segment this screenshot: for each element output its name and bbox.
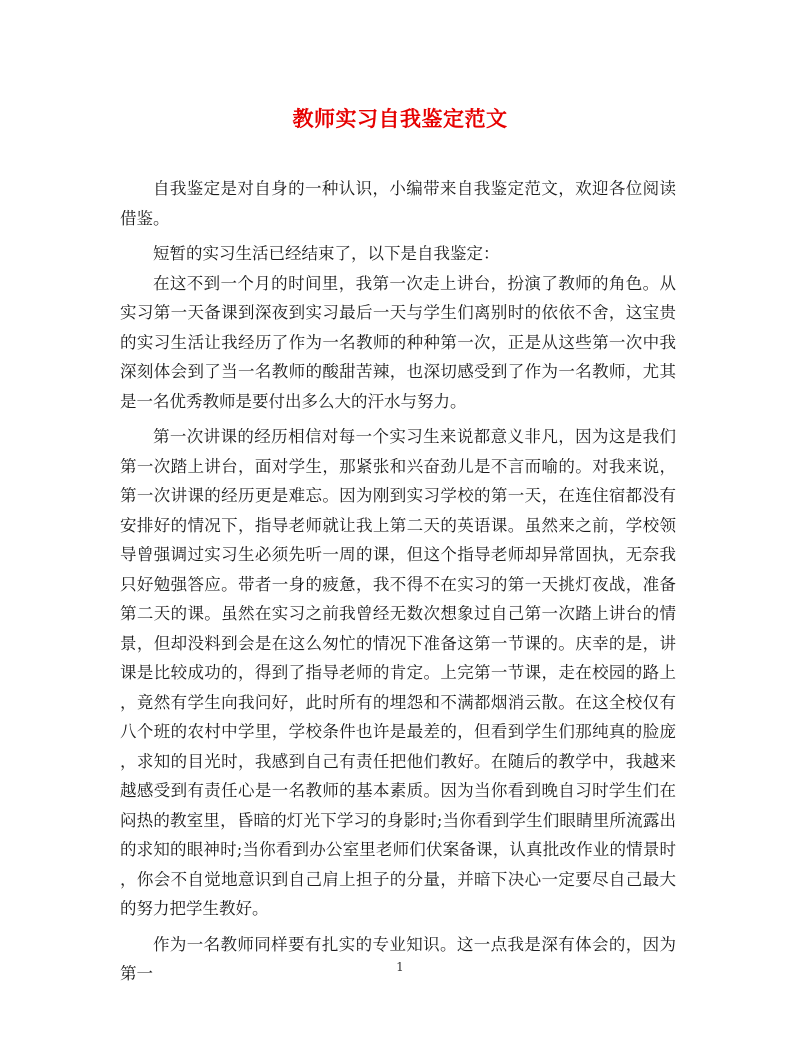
paragraph-lead: 短暂的实习生活已经结束了，以下是自我鉴定： — [153, 244, 500, 263]
document-title: 教师实习自我鉴定范文 — [292, 106, 508, 131]
paragraph-first-lesson: 第一次讲课的经历相信对每一个实习生来说都意义非凡，因为这是我们第一次踏上讲台，面对学生，那紧张和兴奋劲儿是不言而喻的。对我来说，第一次讲课的经历更是难忘。因为刚到实习学校的第一天，在连住宿都没有安排好的情况下，指导老师就让我上第二天的英语课。虽然来之前，学校领导曾强调过实习生必须先听一周的课，但这个指导老师却异常固执，无奈我只好勉强答应。带者一身的疲惫，我不得不在实习的第一天挑灯夜战，准备第二天的课。虽然在实习之前我曾经无数次想象过自己第一次踏上讲台的情景，但却没料到会是在这么匆忙的情况下准备这第一节课的。庆幸的是，讲课是比较成功的，得到了指导老师的肯定。上完第一节课，走在校园的路上，竟然有学生向我问好，此时所有的埋怨和不满都烟消云散。在这全校仅有八个班的农村中学里，学校条件也许是最差的，但看到学生们那纯真的脸庞，求知的目光时，我感到自己有责任把他们教好。在随后的教学中，我越来越感受到有责任心是一名教师的基本素质。因为当你看到晚自习时学生们在闷热的教室里，昏暗的灯光下学习的身影时;当你看到学生们眼睛里所流露出的求知的眼神时;当你看到办公室里老师们伏案备课，认真批改作业的情景时，你会不自觉地意识到自己肩上担子的分量，并暗下决心一定要尽自己最大的努力把学生教好。 — [120, 427, 676, 918]
page-number: 1 — [396, 960, 404, 974]
document-body — [120, 174, 676, 989]
paragraph-first-month: 在这不到一个月的时间里，我第一次走上讲台，扮演了教师的角色。从实习第一天备课到深夜到实习最后一天与学生们离别时的依依不舍，这宝贵的实习生活让我经历了作为一名教师的种种第一次，正是从这些第一次中我深刻体会到了当一名教师的酸甜苦辣，也深切感受到了作为一名教师，尤其是一名优秀教师是要付出多么大的汗水与努力。 — [120, 273, 676, 411]
paragraph-intro: 自我鉴定是对自身的一种认识，小编带来自我鉴定范文，欢迎各位阅读借鉴。 — [120, 179, 676, 228]
paragraph-professional-knowledge: 作为一名教师同样要有扎实的专业知识。这一点我是深有体会的，因为第一 — [120, 934, 676, 983]
